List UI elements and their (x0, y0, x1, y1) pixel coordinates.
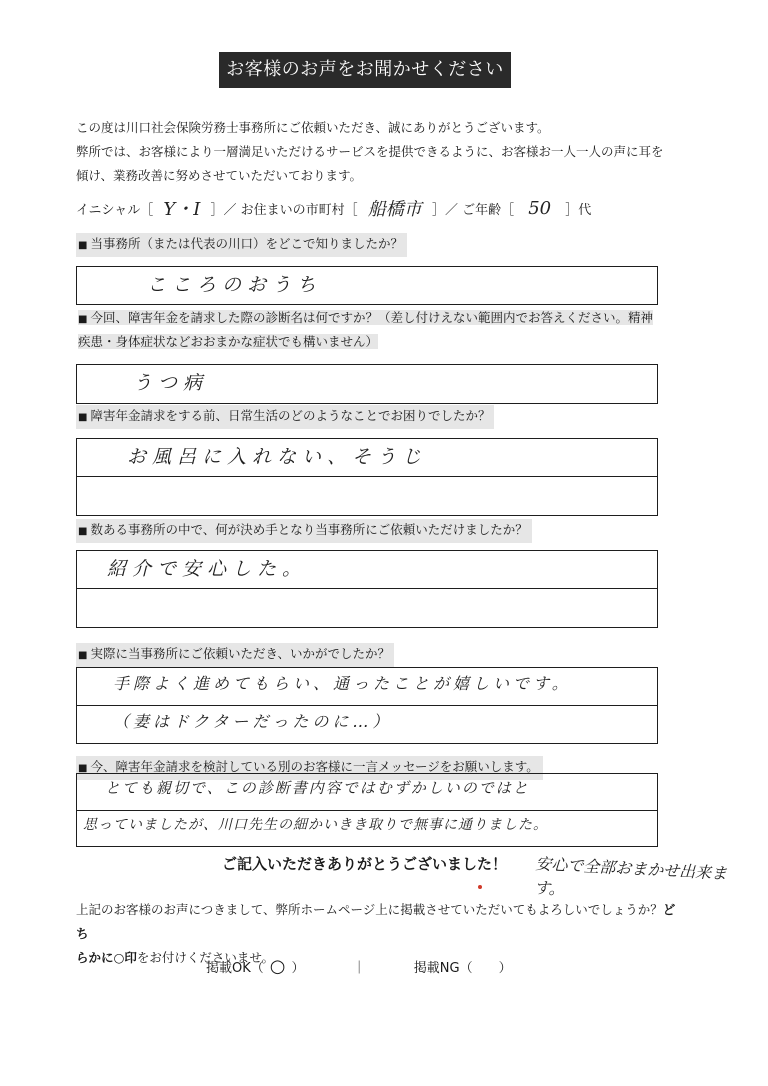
answer-text: 思っていましたが、川口先生の細かいきき取りで無事に通りました。 (83, 817, 548, 833)
profile-line (76, 195, 591, 221)
intro-line: 弊所では、お客様により一層満足いただけるサービスを提供できるように、お客様お一人一人の声に耳を (76, 144, 664, 159)
bullet: ■ (78, 240, 88, 251)
city-label: ］／ お住まいの市町村［ (210, 202, 358, 218)
divider: ｜ (352, 961, 366, 976)
initial-value[interactable]: Y・I (163, 199, 201, 220)
answer-row (77, 477, 657, 514)
answer-text: （妻はドクターだったのに…） (113, 712, 393, 731)
initial-label: イニシャル［ (76, 202, 154, 218)
bullet: ■ (78, 763, 88, 774)
question-2 (76, 307, 662, 353)
age-label: ］／ ご年齢［ (431, 202, 515, 218)
ok-circle-mark: ○ (269, 956, 286, 977)
ng-option-label[interactable]: 掲載NG（ ） (413, 961, 512, 976)
answer-row (77, 365, 657, 402)
question-text: 実際に当事務所にご依頼いただき、いかがでしたか？ (90, 646, 390, 661)
answer-text: 紹介で安心した。 (107, 558, 308, 580)
thanks-message: ご記入いただきありがとうございました！ (222, 855, 508, 873)
answer-box-3[interactable] (76, 438, 658, 516)
publish-bold: どち (76, 902, 676, 941)
handwritten-note: 安心で全部おまかせ出来ます。 (533, 853, 728, 899)
intro-text (76, 116, 676, 188)
bullet: ■ (78, 526, 88, 537)
question-3 (76, 405, 494, 429)
answer-text: うつ病 (133, 372, 209, 394)
answer-row (77, 774, 657, 811)
question-text: 当事務所（または代表の川口）をどこで知りましたか？ (90, 236, 403, 251)
publish-bold-2: らかに○印 (76, 950, 137, 965)
question-5 (76, 643, 394, 667)
question-1 (76, 233, 407, 257)
answer-row (77, 267, 657, 303)
answer-row (77, 589, 657, 626)
answer-row (77, 811, 657, 845)
answer-row (77, 706, 657, 742)
question-text: 数ある事務所の中で、何が決め手となり当事務所にご依頼いただけましたか？ (90, 522, 528, 537)
answer-box-5[interactable] (76, 667, 658, 744)
question-text-2: 疾患・身体症状などおおまかな症状でも構いません） (78, 334, 379, 349)
ink-dot (478, 885, 482, 889)
answer-row (77, 551, 657, 589)
ok-option-close: ） (291, 961, 305, 976)
page-title: お客様のお声をお聞かせください (219, 52, 511, 88)
bullet: ■ (78, 412, 88, 423)
city-value[interactable]: 船橋市 (367, 199, 422, 220)
bullet: ■ (78, 314, 88, 325)
answer-text: とても親切で、この診断書内容ではむずかしいのではと (105, 779, 530, 797)
intro-line: この度は川口社会保険労務士事務所にご依頼いただき、誠にありがとうございます。 (76, 120, 550, 135)
answer-row (77, 439, 657, 477)
question-text: 今回、障害年金を請求した際の診断名は何ですか？（差し付けえない範囲内でお答えください。精神 (90, 310, 653, 325)
ok-option-label[interactable]: 掲載OK（ (206, 961, 264, 976)
answer-text: こころのおうち (147, 274, 323, 296)
publish-text: 上記のお客様のお声につきまして、弊所ホームページ上に掲載させていただいてもよろしいでしょうか？ (76, 902, 663, 917)
answer-box-1[interactable] (76, 266, 658, 305)
answer-row (77, 668, 657, 706)
answer-box-2[interactable] (76, 364, 658, 404)
answer-text: 手際よく進めてもらい、通ったことが嬉しいです。 (113, 674, 572, 693)
intro-line: 傾け、業務改善に努めさせていただいております。 (76, 168, 363, 183)
question-text: 今、障害年金請求を検討している別のお客様に一言メッセージをお願いします。 (90, 759, 539, 774)
question-4 (76, 519, 532, 543)
answer-text: お風呂に入れない、そうじ (127, 446, 428, 468)
question-text: 障害年金請求をする前、日常生活のどのようなことでお困りでしたか？ (90, 408, 491, 423)
bullet: ■ (78, 650, 88, 661)
publish-choices (206, 956, 512, 977)
answer-box-6[interactable] (76, 773, 658, 847)
age-suffix: ］代 (565, 202, 592, 218)
answer-box-4[interactable] (76, 550, 658, 628)
publish-text-2: をお付けくださいませ。 (136, 950, 275, 965)
age-value[interactable]: 50 (528, 197, 552, 219)
